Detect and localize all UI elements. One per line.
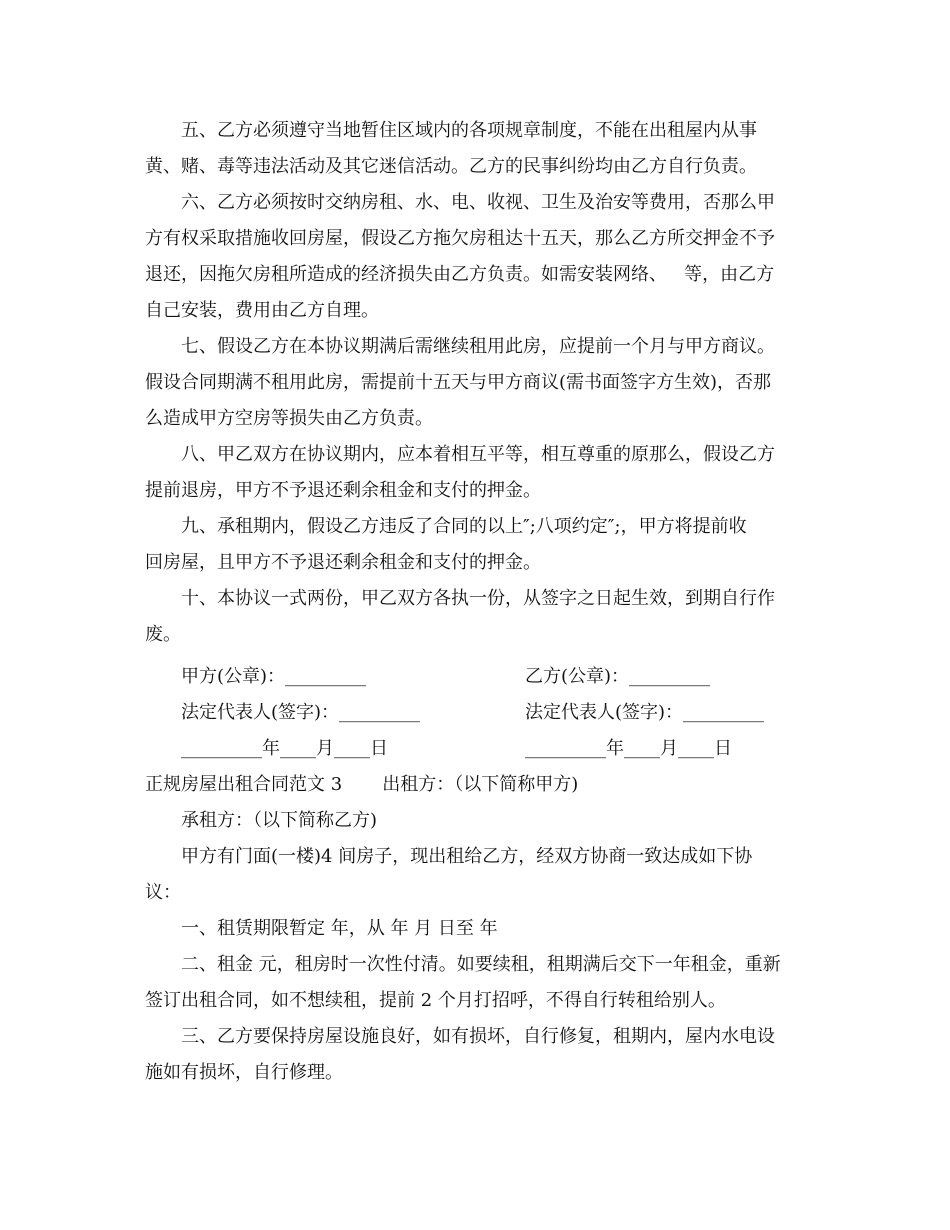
clause-7: 七、假设乙方在本协议期满后需继续租用此房，应提前一个月与甲方商议。 假设合同期满不租用此房，需提前十五天与甲方商议(需书面签字方生效)，否那 么造成甲方空房等损失由乙方负责。 <box>145 336 775 429</box>
party-b-date-line: _________年____月____日 <box>525 738 732 759</box>
party-b-representative-line: 法定代表人(签字)：_________ <box>525 702 765 723</box>
party-a-representative-line: 法定代表人(签字)：_________ <box>181 702 421 723</box>
contract-3-clause-2: 二、租金 元，租房时一次性付清。如要续租，租期满后交下一年租金，重新 签订出租合同，如不想续租，提前 2 个月打招呼，不得自行转租给别人。 <box>145 954 781 1011</box>
contract-3-clause-3: 三、乙方要保持房屋设施良好，如有损坏，自行修复，租期内，屋内水电设 施如有损坏，自行修理。 <box>145 1026 775 1083</box>
party-b-seal-line: 乙方(公章)：_________ <box>525 666 711 687</box>
contract-3-heading: 正规房屋出租合同范文 3 出租方：（以下简称甲方) <box>145 774 579 795</box>
party-a-seal-line: 甲方(公章)：_________ <box>181 666 367 687</box>
clause-10: 十、本协议一式两份，甲乙双方各执一份，从签字之日起生效，到期自行作 废。 <box>145 588 775 645</box>
party-a-date-line: _________年____月____日 <box>181 738 388 759</box>
contract-3-clause-1: 一、租赁期限暂定 年，从 年 月 日至 年 <box>181 918 498 939</box>
clause-8: 八、甲乙双方在协议期内，应本着相互平等，相互尊重的原那么，假设乙方 提前退房，甲方不予退还剩余租金和支付的押金。 <box>145 444 775 501</box>
contract-3-intro: 甲方有门面(一楼)4 间房子，现出租给乙方，经双方协商一致达成如下协 议： <box>145 846 753 903</box>
clause-6: 六、乙方必须按时交纳房租、水、电、收视、卫生及治安等费用，否那么甲 方有权采取措施收回房屋，假设乙方拖欠房租达十五天，那么乙方所交押金不予 退还，因拖欠房租所造成的经济损失由乙方负责。如需安装网络、 等，由乙方 自己安装，费用由乙方自理。 <box>145 192 775 321</box>
lessee-line: 承租方：（以下简称乙方) <box>181 810 378 831</box>
clause-5: 五、乙方必须遵守当地暂住区域内的各项规章制度，不能在出租屋内从事 黄、赌、毒等违法活动及其它迷信活动。乙方的民事纠纷均由乙方自行负责。 <box>145 120 757 177</box>
clause-9: 九、承租期内，假设乙方违反了合同的以上″;八项约定″;，甲方将提前收 回房屋，且甲方不予退还剩余租金和支付的押金。 <box>145 516 747 573</box>
